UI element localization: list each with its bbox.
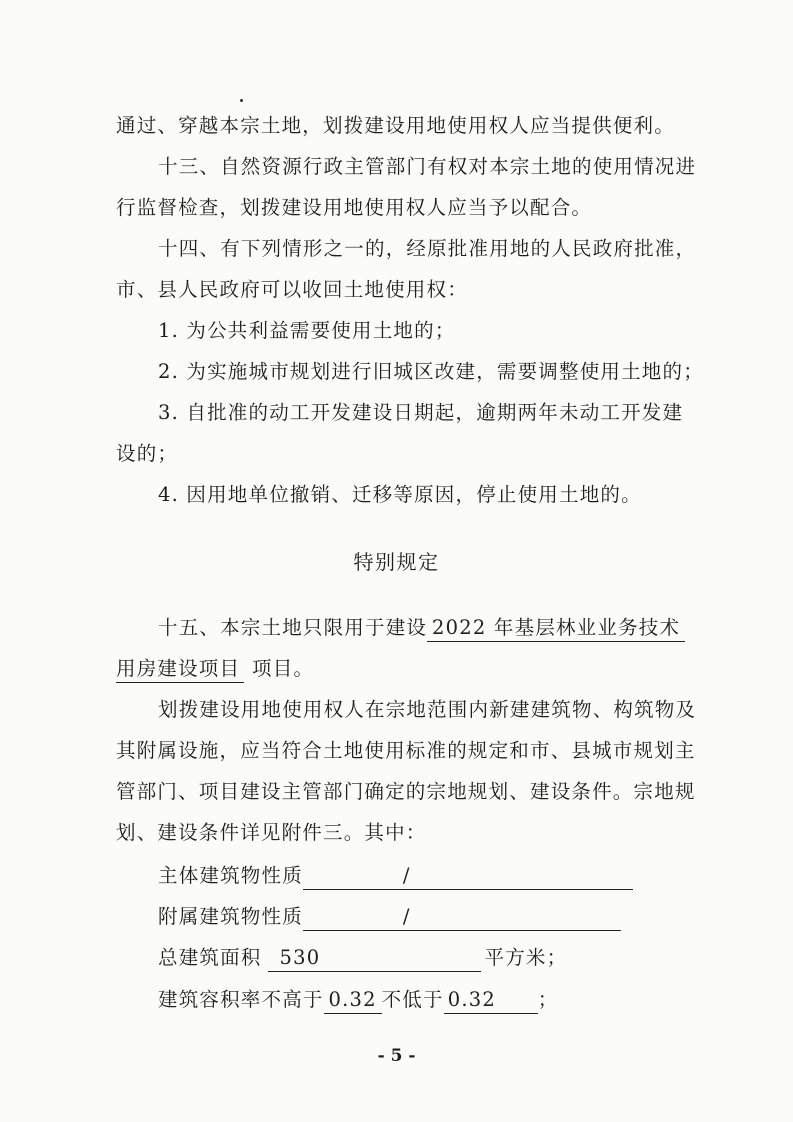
far-min-field — [444, 988, 538, 1014]
total-area-value: 530 — [279, 946, 321, 969]
main-building-nature-row — [158, 863, 633, 890]
far-max-value: 0.32 — [324, 988, 382, 1014]
far-row-end: ； — [537, 988, 559, 1011]
para-2-line-2: 其附属设施，应当符合土地使用标准的规定和市、县城市规划主 — [116, 739, 696, 762]
para-2-line-1: 划拨建设用地使用权人在宗地范围内新建建筑物、构筑物及 — [158, 698, 697, 721]
total-area-field — [268, 946, 481, 972]
main-building-nature-value: / — [402, 864, 411, 887]
para-2-line-4: 划、建设条件详见附件三。其中： — [116, 821, 427, 844]
para-2-line-3: 管部门、项目建设主管部门确定的宗地规划、建设条件。宗地规 — [116, 780, 696, 803]
aux-building-nature-field — [303, 905, 621, 931]
list-item-2: 2. 为实施城市规划进行旧城区改建，需要调整使用土地的； — [158, 360, 704, 383]
list-item-3-line-2: 设的； — [116, 442, 179, 465]
page-number: - 5 - — [377, 1046, 416, 1066]
main-building-nature-label: 主体建筑物性质 — [158, 864, 303, 887]
section-heading: 特别规定 — [353, 550, 440, 574]
clause-15-prefix: 十五、本宗土地只限用于建设 — [158, 616, 428, 639]
clause-14-line-1: 十四、有下列情形之一的，经原批准用地的人民政府批准， — [158, 237, 697, 260]
total-area-label: 总建筑面积 — [158, 946, 262, 969]
project-name-part2: 用房建设项目 — [116, 657, 244, 683]
far-min-label: 不低于 — [381, 988, 444, 1011]
list-item-4: 4. 因用地单位撤销、迁移等原因，停止使用土地的。 — [158, 483, 642, 506]
aux-building-nature-value: / — [402, 905, 411, 928]
clause-15-line-1 — [158, 615, 685, 642]
clause-15-line-2 — [116, 656, 314, 683]
line-1: 通过、穿越本宗土地，划拨建设用地使用权人应当提供便利。 — [116, 114, 675, 137]
clause-13-line-1: 十三、自然资源行政主管部门有权对本宗土地的使用情况进 — [158, 155, 697, 178]
total-area-row — [158, 945, 567, 972]
list-item-1: 1. 为公共利益需要使用土地的； — [158, 319, 456, 342]
aux-building-nature-row — [158, 904, 621, 931]
clause-13-line-2: 行监督检查，划拨建设用地使用权人应当予以配合。 — [116, 196, 593, 219]
far-row — [158, 987, 558, 1014]
far-min-value: 0.32 — [447, 988, 496, 1011]
scan-speck — [240, 99, 243, 102]
aux-building-nature-label: 附属建筑物性质 — [158, 905, 303, 928]
total-area-unit: 平方米； — [484, 946, 568, 969]
main-building-nature-field — [303, 864, 633, 890]
list-item-3-line-1: 3. 自批准的动工开发建设日期起，逾期两年未动工开发建 — [158, 401, 684, 424]
far-max-label: 建筑容积率不高于 — [158, 988, 324, 1011]
project-name-part1: 2022 年基层林业业务技术 — [427, 616, 685, 642]
clause-14-line-2: 市、县人民政府可以收回土地使用权： — [116, 278, 468, 301]
clause-15-suffix: 项目。 — [252, 657, 315, 680]
